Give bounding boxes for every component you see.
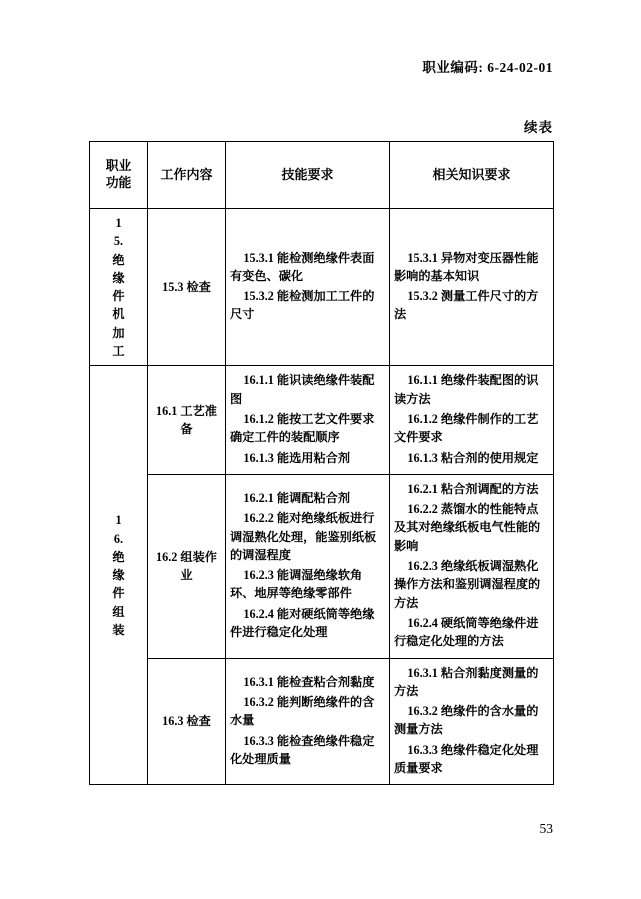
- skill-cell-16-3: 16.3.1 能检查粘合剂黏度 16.3.2 能判断绝缘件的含水量 16.3.3 能检查绝缘件稳定化处理质量: [226, 658, 390, 785]
- work-content-16-3: 16.3 检查: [148, 658, 226, 785]
- knowledge-cell-16-3: 16.3.1 粘合剂黏度测量的方法 16.3.2 绝缘件的含水量的测量方法 16.3.3 绝缘件稳定化处理质量要求: [390, 658, 554, 785]
- skill-cell-15-3: 15.3.1 能检测绝缘件表面有变色、碳化 15.3.2 能检测加工工件的尺寸: [226, 209, 390, 366]
- knowledge-cell-16-1: 16.1.1 绝缘件装配图的识读方法 16.1.2 绝缘件制作的工艺文件要求 16.1.3 粘合剂的使用规定: [390, 366, 554, 474]
- table-row: [90, 658, 554, 785]
- function-cell-16: 16.绝缘件组装: [90, 366, 148, 785]
- column-header-skill: 技能要求: [226, 142, 390, 209]
- table-row: [90, 366, 554, 474]
- skills-table-wrapper: [89, 141, 553, 785]
- table-row: [90, 209, 554, 366]
- occupation-code: 职业编码: 6-24-02-01: [422, 60, 553, 75]
- skill-cell-16-2: 16.2.1 能调配粘合剂 16.2.2 能对绝缘纸板进行调湿熟化处理，能鉴别纸板的调湿程度 16.2.3 能调湿绝缘软角环、地屏等绝缘零部件 16.2.4 能对硬纸筒等绝缘件进行稳定化处理: [226, 474, 390, 658]
- column-header-content: 工作内容: [148, 142, 226, 209]
- function-cell-15: 15.绝缘件机加工: [90, 209, 148, 366]
- work-content-16-2: 16.2 组装作业: [148, 474, 226, 658]
- work-content-15-3: 15.3 检查: [148, 209, 226, 366]
- page-number: 53: [539, 821, 553, 836]
- skills-table: [89, 141, 554, 785]
- work-content-16-1: 16.1 工艺准备: [148, 366, 226, 474]
- table-row: [90, 474, 554, 658]
- knowledge-cell-16-2: 16.2.1 粘合剂调配的方法 16.2.2 蒸馏水的性能特点及其对绝缘纸板电气性能的影响 16.2.3 绝缘纸板调湿熟化操作方法和鉴别调湿程度的方法 16.2.4 硬纸筒等绝缘件进行稳定化处理的方法: [390, 474, 554, 658]
- knowledge-cell-15-3: 15.3.1 异物对变压器性能影响的基本知识 15.3.2 测量工件尺寸的方法: [390, 209, 554, 366]
- continued-table-label: 续表: [524, 120, 553, 135]
- skill-cell-16-1: 16.1.1 能识读绝缘件装配图 16.1.2 能按工艺文件要求确定工件的装配顺序 16.1.3 能选用粘合剂: [226, 366, 390, 474]
- table-header-row: [90, 142, 554, 209]
- column-header-knowledge: 相关知识要求: [390, 142, 554, 209]
- column-header-function: 职业 功能: [90, 142, 148, 209]
